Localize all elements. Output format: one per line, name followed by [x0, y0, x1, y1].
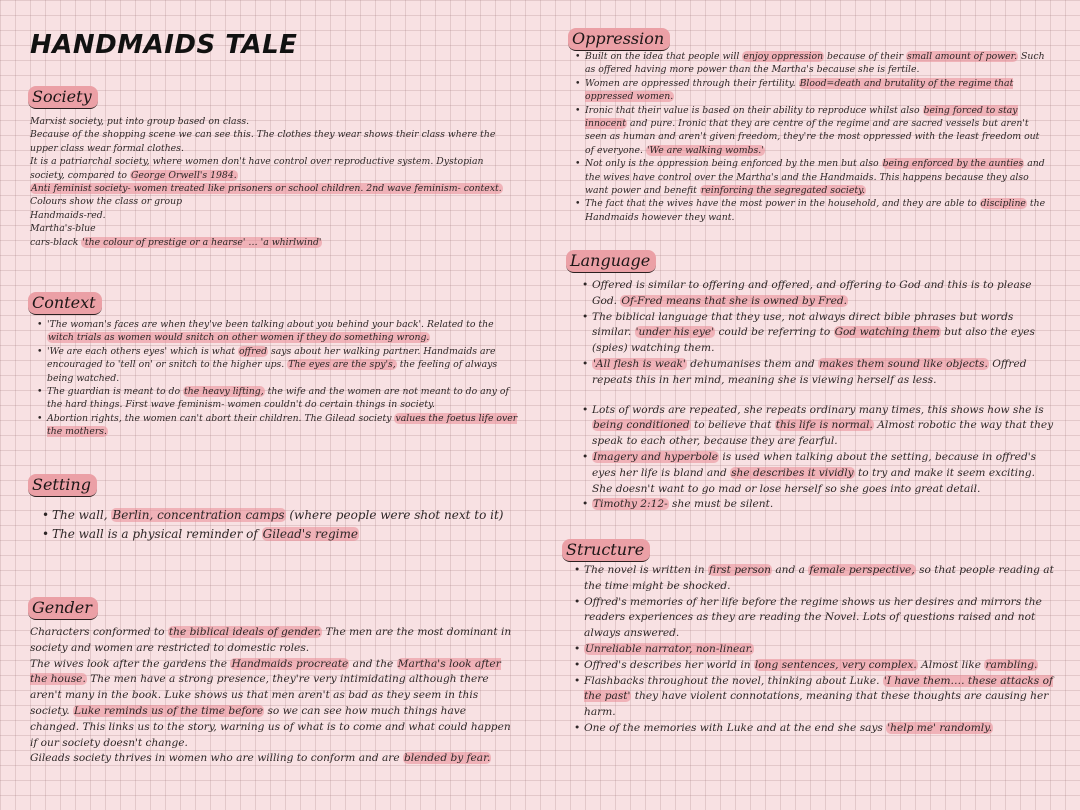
list-item: • Lots of words are repeated, she repeats ordinary many times, this shows how she is being conditioned to believe that this life is normal. Almost robotic the way that they speak to each other, because they are fearful.	[592, 403, 1054, 450]
context-heading: Context	[28, 292, 102, 315]
list-item: • Offred's describes her world in long sentences, very complex. Almost like rambling.	[584, 658, 1054, 674]
list-item: • The guardian is meant to do the heavy lifting, the wife and the women are not meant to do any of the hard things. First wave feminism- women couldn't do certain things in society.	[47, 385, 521, 412]
list-item: • The biblical language that they use, not always direct bible phrases but words similar. 'under his eye' could be referring to God watching them but also the eyes (spies) watching them.	[592, 310, 1054, 357]
list-item: • Unreliable narrator, non-linear.	[584, 642, 1054, 658]
page-title: HANDMAIDS TALE	[30, 30, 298, 60]
structure-heading: Structure	[562, 539, 650, 562]
list-item: • 'The woman's faces are when they've been talking about you behind your back'. Related to the witch trials as women would snitch on other women if they do something wrong.	[47, 318, 521, 345]
list-item: • The wall is a physical reminder of Gilead's regime	[52, 525, 508, 544]
society-line: It is a patriarchal society, where women don't have control over reproductive system. Dystopian society, compared to George Orwell's 1984.	[30, 156, 484, 181]
list-item: • Offred's memories of her life before the regime shows us her desires and mirrors the readers experiences as they are reading the Novel. Lots of questions raised and not always answered.	[584, 595, 1054, 642]
gender-paragraph: The wives look after the gardens the Handmaids procreate and the Martha's look after the house. The men have a strong presence, they're very intimidating although there aren't many in the book. Luke shows us that men aren't as bad as they seem in this society. Luke reminds us of the time before so we can see how much things have changed. This links us to the story, warning us of what is to come and what could happen if our society doesn't change.	[30, 657, 511, 749]
gender-paragraph: Characters conformed to the biblical ideals of gender. The men are the most dominant in society and women are restricted to domestic roles.	[30, 626, 512, 654]
list-item: • 'All flesh is weak' dehumanises them and makes them sound like objects. Offred repeats this in her mind, meaning she is viewing herself as less.	[592, 357, 1054, 389]
structure-section	[574, 563, 1054, 737]
gender-heading: Gender	[28, 597, 98, 620]
society-line: Handmaids-red.	[30, 209, 106, 221]
list-item: • The wall, Berlin, concentration camps (where people were shot next to it)	[52, 506, 508, 525]
list-item: • Abortion rights, the women can't abort their children. The Gilead society values the foetus life over the mothers.	[47, 412, 521, 439]
setting-heading: Setting	[28, 474, 97, 497]
list-item: • Offered is similar to offering and offered, and offering to God and this is to please God. Of-Fred means that she is owned by Fred.	[592, 278, 1054, 310]
list-item: • Flashbacks throughout the novel, thinking about Luke. 'I have them…. these attacks of the past' they have violent connotations, meaning that these thoughts are causing her harm.	[584, 674, 1054, 721]
list-item: • The fact that the wives have the most power in the household, and they are able to discipline the Handmaids however they want.	[585, 197, 1051, 224]
setting-section	[42, 506, 508, 544]
oppression-heading: Oppression	[568, 28, 670, 51]
list-item: • Built on the idea that people will enjoy oppression because of their small amount of power. Such as offered having more power than the Martha's because she is fertile.	[585, 50, 1051, 77]
society-section	[30, 115, 520, 249]
society-line: Marxist society, put into group based on class.	[30, 116, 250, 127]
list-item: • Ironic that their value is based on their ability to reproduce whilst also being forced to stay innocent and pure. Ironic that they are centre of the regime and are sacred vessels but aren't seen as human and aren't given freedom, they're the most oppressed with the least freedom out of everyone. 'We are walking wombs.'	[585, 104, 1051, 158]
list-item: • Not only is the oppression being enforced by the men but also being enforced by the aunties and the wives have control over the Martha's and the Handmaids. This happens because they also want power and benefit reinforcing the segregated society.	[585, 157, 1051, 197]
list-item: • 'We are each others eyes' which is what offred says about her walking partner. Handmaids are encouraged to 'tell on' or snitch to the higher ups. The eyes are the spy's, the feeling of always being watched.	[47, 345, 521, 385]
society-line: Because of the shopping scene we can see this. The clothes they wear shows their class where the upper class wear formal clothes.	[30, 129, 496, 154]
gender-paragraph: Gileads society thrives in women who are willing to conform and are blended by fear.	[30, 752, 491, 765]
list-item: • Women are oppressed through their fertility. Blood=death and brutality of the regime that oppressed women.	[585, 77, 1051, 104]
oppression-section	[575, 50, 1051, 224]
list-item: • Timothy 2:12- she must be silent.	[592, 497, 1054, 513]
society-line: Colours show the class or group	[30, 196, 183, 208]
language-heading: Language	[566, 250, 656, 273]
society-line: cars-black 'the colour of prestige or a hearse' … 'a whirlwind'	[30, 236, 322, 248]
list-item: • The novel is written in first person and a female perspective, so that people reading at the time might be shocked.	[584, 563, 1054, 595]
society-line: Anti feminist society- women treated like prisoners or school children. 2nd wave feminism- context.	[31, 183, 502, 195]
list-item: • One of the memories with Luke and at the end she says 'help me' randomly.	[584, 721, 1054, 737]
language-section	[582, 278, 1054, 513]
context-section	[37, 318, 521, 439]
society-line: Martha's-blue	[30, 223, 96, 235]
list-item: • Imagery and hyperbole is used when talking about the setting, because in offred's eyes her life is bland and she describes it vividly to try and make it seem exciting. She doesn't want to go mad or lose herself so she goes into great detail.	[592, 450, 1054, 497]
gender-section	[30, 625, 518, 767]
society-heading: Society	[28, 86, 98, 109]
